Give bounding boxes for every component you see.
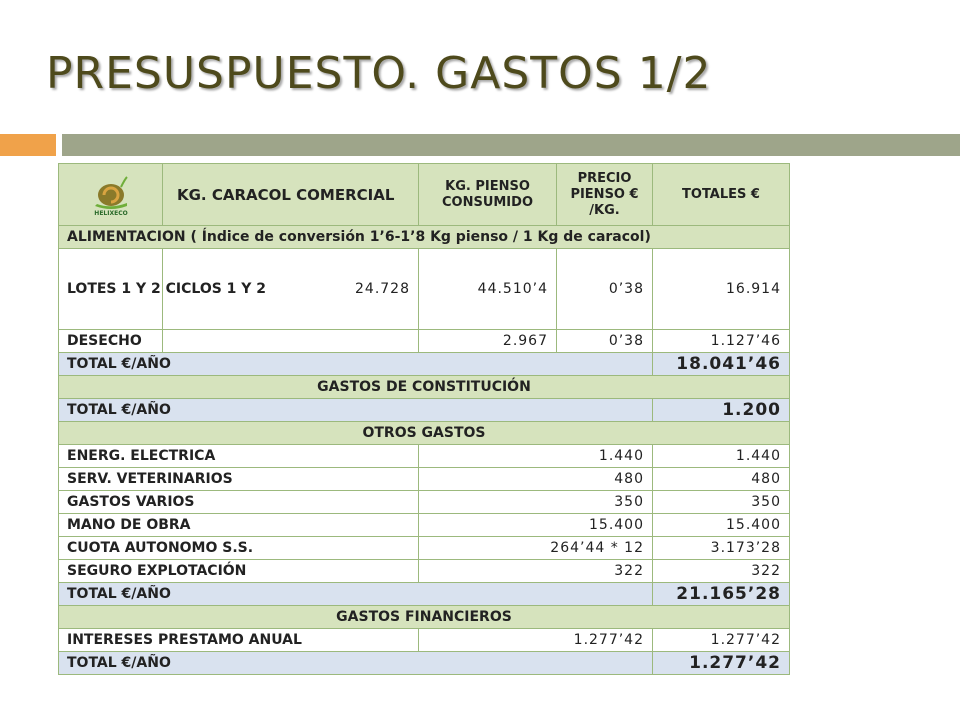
row-amount: 322 bbox=[419, 560, 653, 583]
accent-bar-olive bbox=[62, 134, 960, 156]
total-financieros-value: 1.277’42 bbox=[653, 652, 790, 675]
row-amount: 1.277’42 bbox=[419, 629, 653, 652]
row-desecho-kg-pienso: 2.967 bbox=[419, 330, 557, 353]
section-otros-label: OTROS GASTOS bbox=[59, 422, 790, 445]
row-lotes-kg-pienso: 44.510’4 bbox=[419, 249, 557, 330]
row-lotes-label: LOTES 1 Y 2 CICLOS 1 Y 2 bbox=[59, 249, 163, 330]
table-row bbox=[59, 629, 790, 652]
section-constitucion bbox=[59, 376, 790, 399]
total-constitucion-label: TOTAL €/AÑO bbox=[59, 399, 653, 422]
row-lotes bbox=[59, 249, 790, 330]
total-otros-label: TOTAL €/AÑO bbox=[59, 583, 653, 606]
table-row bbox=[59, 468, 790, 491]
row-amount: 15.400 bbox=[419, 514, 653, 537]
row-total-financieros bbox=[59, 652, 790, 675]
header-kg-caracol: KG. CARACOL COMERCIAL bbox=[163, 164, 419, 226]
page-title: PRESUSPUESTO. GASTOS 1/2 bbox=[46, 48, 712, 99]
row-total: 322 bbox=[653, 560, 790, 583]
header-row bbox=[59, 164, 790, 226]
row-total: 480 bbox=[653, 468, 790, 491]
row-total: 1.277’42 bbox=[653, 629, 790, 652]
total-alimentacion-label: TOTAL €/AÑO bbox=[59, 353, 653, 376]
logo-text: HELIXECO bbox=[93, 209, 128, 217]
row-desecho-total: 1.127’46 bbox=[653, 330, 790, 353]
header-kg-pienso: KG. PIENSO CONSUMIDO bbox=[419, 164, 557, 226]
header-totales: TOTALES € bbox=[653, 164, 790, 226]
row-total-otros bbox=[59, 583, 790, 606]
section-otros bbox=[59, 422, 790, 445]
row-desecho-kg-caracol bbox=[163, 330, 419, 353]
row-label: GASTOS VARIOS bbox=[59, 491, 419, 514]
row-total: 350 bbox=[653, 491, 790, 514]
row-amount: 264’44 * 12 bbox=[419, 537, 653, 560]
total-alimentacion-value: 18.041’46 bbox=[653, 353, 790, 376]
section-financieros-label: GASTOS FINANCIEROS bbox=[59, 606, 790, 629]
row-total: 15.400 bbox=[653, 514, 790, 537]
accent-bar-orange bbox=[0, 134, 56, 156]
row-desecho-precio: 0’38 bbox=[557, 330, 653, 353]
row-lotes-total: 16.914 bbox=[653, 249, 790, 330]
row-amount: 480 bbox=[419, 468, 653, 491]
table-row bbox=[59, 537, 790, 560]
row-amount: 350 bbox=[419, 491, 653, 514]
total-otros-value: 21.165’28 bbox=[653, 583, 790, 606]
row-label: MANO DE OBRA bbox=[59, 514, 419, 537]
row-label: INTERESES PRESTAMO ANUAL bbox=[59, 629, 419, 652]
budget-table bbox=[58, 163, 790, 675]
row-total-alimentacion bbox=[59, 353, 790, 376]
header-precio: PRECIO PIENSO € /KG. bbox=[557, 164, 653, 226]
total-financieros-label: TOTAL €/AÑO bbox=[59, 652, 653, 675]
total-constitucion-value: 1.200 bbox=[653, 399, 790, 422]
row-lotes-precio: 0’38 bbox=[557, 249, 653, 330]
row-label: SEGURO EXPLOTACIÓN bbox=[59, 560, 419, 583]
row-desecho bbox=[59, 330, 790, 353]
table-row bbox=[59, 560, 790, 583]
row-total: 1.440 bbox=[653, 445, 790, 468]
section-alimentacion-label: ALIMENTACION ( Índice de conversión 1’6-1’8 Kg pienso / 1 Kg de caracol) bbox=[59, 226, 790, 249]
row-amount: 1.440 bbox=[419, 445, 653, 468]
row-total-constitucion bbox=[59, 399, 790, 422]
snail-logo-icon bbox=[91, 173, 131, 217]
row-label: CUOTA AUTONOMO S.S. bbox=[59, 537, 419, 560]
row-label: ENERG. ELECTRICA bbox=[59, 445, 419, 468]
section-financieros bbox=[59, 606, 790, 629]
logo-cell bbox=[59, 164, 163, 226]
section-alimentacion bbox=[59, 226, 790, 249]
row-label: SERV. VETERINARIOS bbox=[59, 468, 419, 491]
table-row bbox=[59, 491, 790, 514]
row-lotes-kg-caracol: 24.728 bbox=[163, 249, 419, 330]
table-row bbox=[59, 445, 790, 468]
row-total: 3.173’28 bbox=[653, 537, 790, 560]
row-desecho-label: DESECHO bbox=[59, 330, 163, 353]
table-row bbox=[59, 514, 790, 537]
section-constitucion-label: GASTOS DE CONSTITUCIÓN bbox=[59, 376, 790, 399]
